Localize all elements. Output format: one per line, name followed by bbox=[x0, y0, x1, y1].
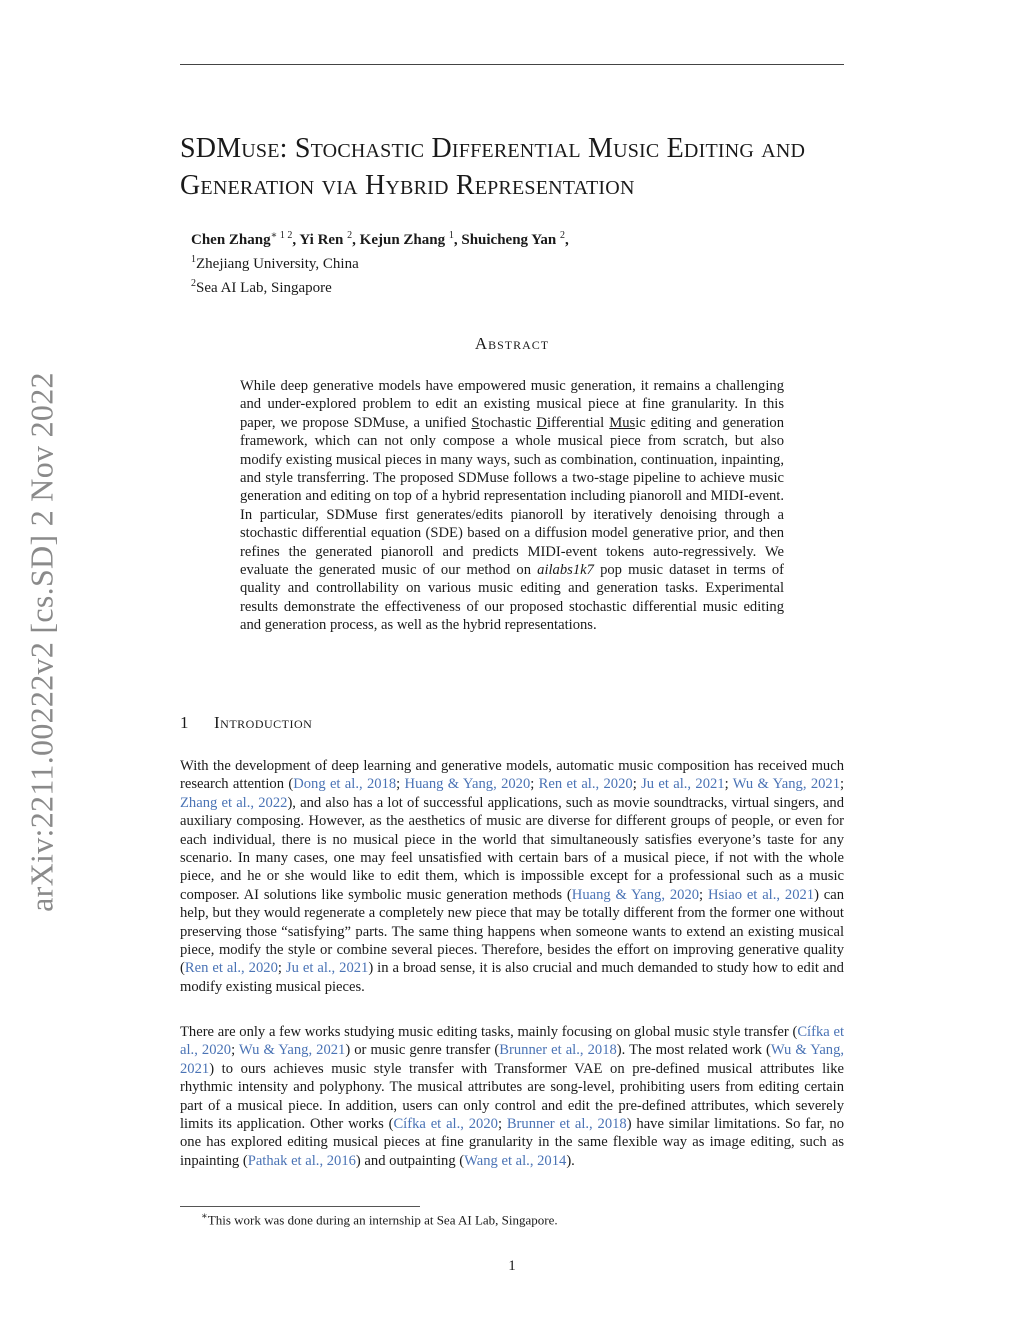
abstract-body: While deep generative models have empowered music generation, it remains a challenging and under-explored problem to edit an existing musical piece at fine granularity. In this paper, we propose SDMuse, a unified Stochastic Differential Music editing and generation framework, which can not only compose a whole musical piece from scratch, but also modify existing musical pieces in many ways, such as combination, continuation, inpainting, and style transferring. The proposed SDMuse follows a two-stage pipeline to achieve music generation and editing on top of a hybrid representation including pianoroll and MIDI-event. In particular, SDMuse first generates/edits pianoroll by iteratively denoising through a stochastic differential equation (SDE) based on a diffusion model generative prior, and then refines the generated pianoroll and predicts MIDI-event tokens auto-regressively. We evaluate the generated music of our method on ailabs1k7 pop music dataset in terms of quality and controllability on various music editing and generation tasks. Experimental results demonstrate the effectiveness of our proposed stochastic differential music editing and generation process, as well as the hybrid representations. bbox=[240, 378, 784, 634]
author-affiliation-mark: 2 bbox=[560, 230, 566, 241]
section-heading-introduction bbox=[180, 713, 312, 733]
citation-link[interactable]: Brunner et al., 2018 bbox=[506, 1116, 627, 1133]
affiliation-2: $^2$Sea AI Lab, Singapore bbox=[191, 278, 332, 296]
author-block bbox=[191, 226, 569, 298]
paper-title: SDMuse: Stochastic Differential Music Editing and Generation via Hybrid Representation bbox=[180, 133, 806, 201]
author-affiliation-mark: 1 bbox=[448, 230, 454, 241]
citation-link[interactable]: Wang et al., 2014 bbox=[464, 1152, 567, 1169]
arxiv-sidebar-stamp: arXiv:2211.00222v2 [cs.SD] 2 Nov 2022 bbox=[23, 372, 60, 912]
footnote-mark: ∗ bbox=[201, 1211, 208, 1222]
citation-link[interactable]: Wu & Yang, 2021 bbox=[732, 776, 840, 793]
citation-link[interactable]: Hsiao et al., 2021 bbox=[707, 886, 815, 903]
citation-link[interactable]: Ren et al., 2020 bbox=[184, 960, 278, 977]
author-affiliation-mark: 2 bbox=[347, 230, 353, 241]
citation-link[interactable]: Zhang et al., 2022 bbox=[180, 794, 288, 811]
citation-link[interactable]: Cífka et al., 2020 bbox=[393, 1116, 498, 1133]
affiliation-1: $^1$Zhejiang University, China bbox=[191, 254, 359, 272]
footnote-text: This work was done during an internship at Sea AI Lab, Singapore. bbox=[207, 1212, 558, 1228]
citation-link[interactable]: Ju et al., 2021 bbox=[285, 960, 369, 977]
author-name: Shuicheng Yan bbox=[461, 232, 557, 248]
author-name: Kejun Zhang bbox=[359, 232, 446, 248]
footnote-rule bbox=[180, 1206, 420, 1207]
section-number: 1 bbox=[180, 713, 189, 732]
citation-link[interactable]: Huang & Yang, 2020 bbox=[571, 886, 700, 903]
dataset-name: ailabs1k7 bbox=[537, 562, 594, 579]
citation-link[interactable]: Wu & Yang, 2021 bbox=[238, 1042, 346, 1059]
citation-link[interactable]: Wu & Yang, 2021 bbox=[180, 1042, 845, 1077]
citation-link[interactable]: Huang & Yang, 2020 bbox=[404, 776, 531, 793]
header-rule bbox=[180, 64, 844, 65]
author-affiliation-mark: ∗ 1 2 bbox=[270, 230, 293, 241]
citation-link[interactable]: Dong et al., 2018 bbox=[293, 776, 397, 793]
citation-link[interactable]: Cífka et al., 2020 bbox=[180, 1024, 845, 1059]
author-name: Chen Zhang bbox=[191, 232, 271, 248]
citation-link[interactable]: Ju et al., 2021 bbox=[641, 776, 725, 793]
citation-link[interactable]: Ren et al., 2020 bbox=[538, 776, 633, 793]
intro-paragraph-2: There are only a few works studying music editing tasks, mainly focusing on global music style transfer (Cífka et al., 2020; Wu & Yang, 2021) or music genre transfer (Brunner et al., 2018). The most related work (Wu & Yang, 2021) to ours achieves music style transfer with Transformer VAE on pre-defined musical attributes like rhythmic intensity and polyphony. The musical attributes are song-level, prohibiting users from editing certain part of a musical piece. In addition, users can only control and edit the pre-defined attributes, which severely limits its application. Other works (Cífka et al., 2020; Brunner et al., 2018) have similar limitations. So far, no one has explored editing musical pieces at fine granularity in the same flexible way as image editing, such as inpainting (Pathak et al., 2016) and outpainting (Wang et al., 2014). bbox=[180, 1024, 845, 1169]
citation-link[interactable]: Pathak et al., 2016 bbox=[247, 1152, 356, 1169]
author-list: Chen Zhang$^{∗ 1 2}$, Yi Ren $^2$, Kejun Zhang $^1$, Shuicheng Yan $^2$, bbox=[191, 230, 569, 248]
section-title: Introduction bbox=[214, 713, 313, 732]
page-number: 1 bbox=[508, 1258, 516, 1274]
abstract-heading: Abstract bbox=[474, 334, 550, 353]
intro-paragraph-1: With the development of deep learning and generative models, automatic music composition has received much research attention (Dong et al., 2018; Huang & Yang, 2020; Ren et al., 2020; Ju et al., 2021; Wu & Yang, 2021; Zhang et al., 2022), and also has a lot of successful applications, such as movie soundtracks, virtual singers, and auxiliary composing. However, as the aesthetics of music are diverse for different groups of people, or even for each individual, there is no musical piece in the world that simultaneously satisfies everyone’s taste for any scenario. In many cases, one may feel unsatisfied with certain bars of a musical piece, if not with the whole piece, and he or she would like to edit them, which is impossible except for a professional such as a music composer. AI solutions like symbolic music generation methods (Huang & Yang, 2020; Hsiao et al., 2021) can help, but they would regenerate a completely new piece that may be totally different from the former one without preserving those “satisfying” parts. The same thing happens when someone wants to extend an existing musical piece, modify the style or combine several pieces. Therefore, besides the effort on improving generative quality (Ren et al., 2020; Ju et al., 2021) in a broad sense, it is also crucial and much demanded to study how to edit and modify existing musical pieces. bbox=[180, 758, 845, 995]
footnote bbox=[201, 1208, 558, 1229]
citation-link[interactable]: Brunner et al., 2018 bbox=[499, 1042, 617, 1059]
author-name: Yi Ren bbox=[299, 232, 344, 248]
